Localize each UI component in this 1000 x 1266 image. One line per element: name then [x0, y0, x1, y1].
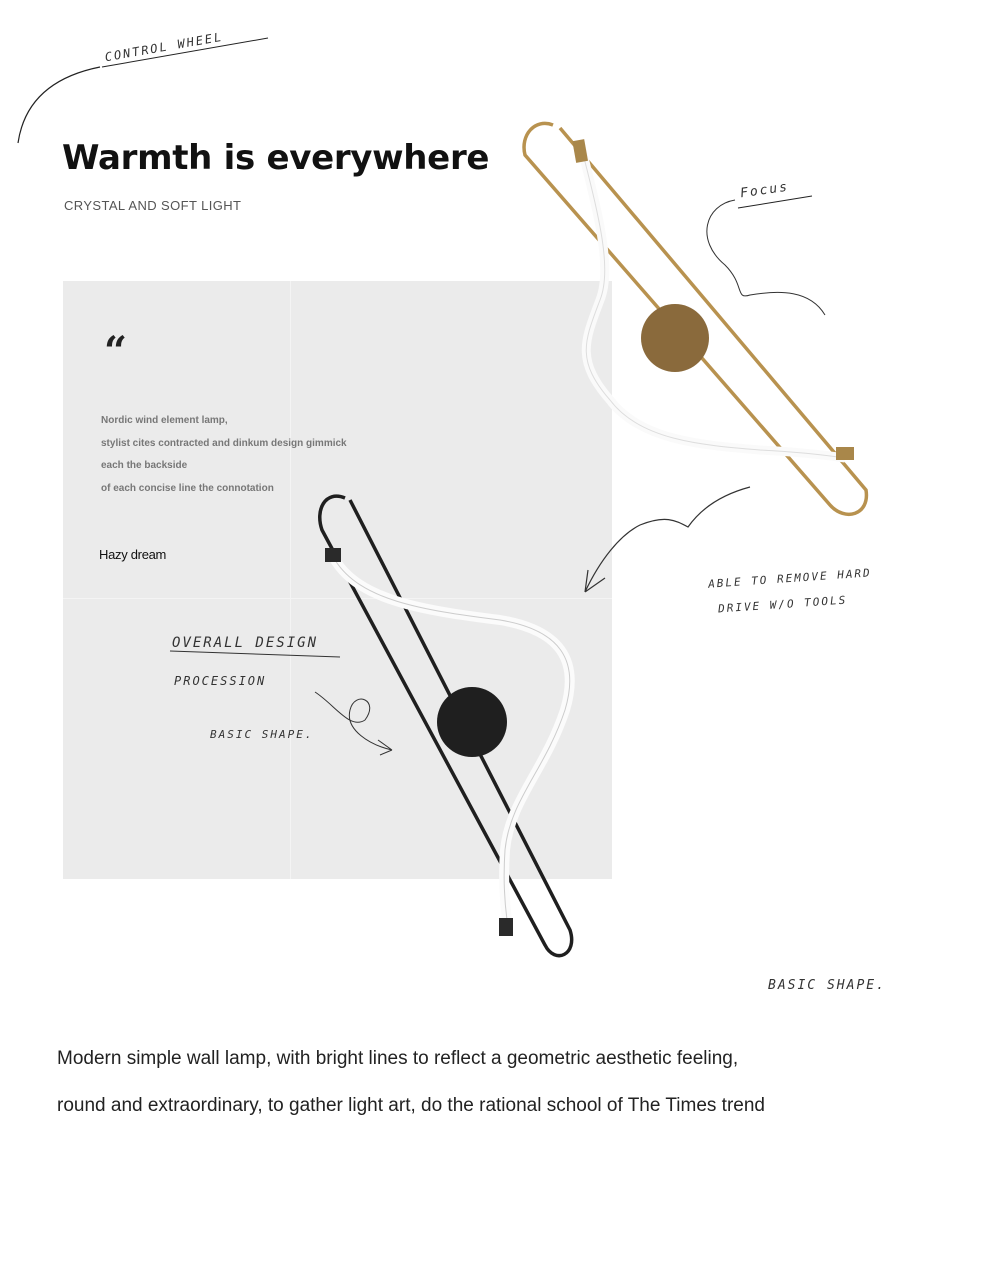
black-disc: [437, 687, 507, 757]
panel-line: stylist cites contracted and dinkum design gimmick: [101, 437, 347, 449]
quote-icon: “: [104, 328, 128, 375]
description-line: Modern simple wall lamp, with bright lines to reflect a geometric aesthetic feeling,: [57, 1048, 739, 1069]
panel-line: Nordic wind element lamp,: [101, 415, 228, 426]
annotation-basic-shape: BASIC SHAPE.: [210, 728, 314, 741]
annotation-procession: PROCESSION: [174, 674, 267, 688]
panel-tagline: Hazy dream: [99, 547, 167, 562]
page-title: Warmth is everywhere: [62, 138, 490, 178]
panel-text: [101, 410, 347, 501]
description-line: round and extraordinary, to gather light art, do the rational school of The Times trend: [57, 1095, 765, 1116]
panel-line: each the backside: [101, 460, 188, 472]
annotation-remove-1: ABLE TO REMOVE HARD: [707, 566, 873, 591]
annotation-overall-design: OVERALL DESIGN: [172, 635, 319, 651]
annotation-remove-2: DRIVE W/O TOOLS: [717, 593, 848, 616]
annotation-basic-shape: BASIC SHAPE.: [768, 978, 886, 993]
annotation-control-wheel: CONTROL WHEEL: [103, 29, 225, 65]
annotation-focus: Focus: [739, 179, 790, 202]
panel-line: of each concise line the connotation: [101, 483, 274, 495]
page-subtitle: CRYSTAL AND SOFT LIGHT: [64, 198, 242, 213]
